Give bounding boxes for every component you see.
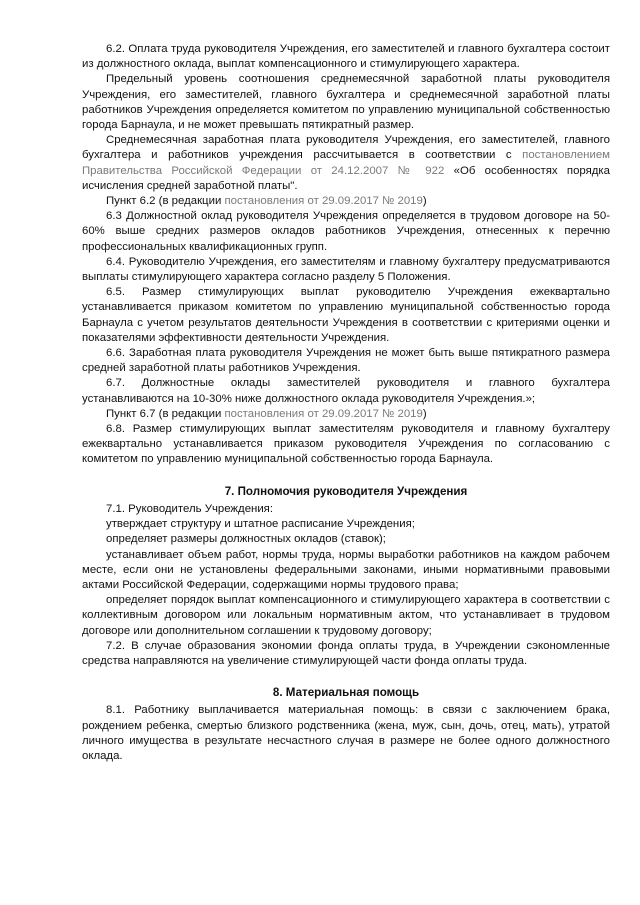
paragraph-6-2-text-end: «Об особенностях порядка исчисления средней заработной платы". [82, 164, 610, 192]
section-8-heading: 8. Материальная помощь [272, 686, 420, 700]
paragraph-7-2: 7.2. В случае образования экономии фонда оплаты труда, в Учреждении сэкономленные средства направляются на увеличение стимулирующей части фонда оплаты труда. [82, 639, 610, 667]
amendment-note-6-7-start: Пункт 6.7 (в редакции [106, 407, 225, 420]
amendment-note-6-2 [82, 194, 610, 209]
amendment-note-6-2-end: ) [422, 195, 427, 208]
government-decree-link[interactable]: постановлением Правительства Российской Федерации от 24.12.2007 № 922 [82, 149, 610, 177]
paragraph-6-2-text-start: Среднемесячная заработная плата руководителя Учреждения, его заместителей, главного бухгалтера и работников учреждения рассчитывается в соответствии с [82, 134, 610, 162]
list-item: определяет размеры должностных окладов (ставок); [106, 533, 386, 546]
paragraph-6-5: 6.5. Размер стимулирующих выплат руководителю Учреждения ежеквартально устанавливается приказом комитетом по управлению муниципальной собственностью города Барнаула с учетом результатов деятельности Учреждения в соответствии с критериями оценки и показателями эффективности деятельности Учреждения. [82, 286, 610, 344]
paragraph-7-1: 7.1. Руководитель Учреждения: [106, 502, 274, 515]
paragraph-6-3: 6.3 Должностной оклад руководителя Учреждения определяется в трудовом договоре на 50-60% выше средних размеров окладов работников Учреждения, отнесенных к перечню профессиональных квалификационных групп. [82, 210, 610, 253]
list-item: утверждает структуру и штатное расписание Учреждения; [106, 518, 415, 531]
list-item: определяет порядок выплат компенсационного и стимулирующего характера в соответствии с коллективным договором или локальным нормативным актом, что устанавливает в трудовом договоре или дополнительном соглашении к трудовому договору; [82, 594, 610, 637]
paragraph-8-1: 8.1. Работнику выплачивается материальная помощь: в связи с заключением брака, рождением ребенка, смертью близкого родственника (жена, муж, сын, дочь, отец, мать), утратой личного имущества в результате несчастного случая в размере не более одного должностного оклада. [82, 704, 610, 762]
paragraph-6-2-ratio: Предельный уровень соотношения среднемесячной заработной платы руководителя Учреждения, его заместителей, главного бухгалтера и среднемесячной заработной платы работников Учреждения определяется комитетом по управлению муниципальной собственностью города Барнаула, и не может превышать пятикратный размер. [82, 73, 610, 132]
paragraph-6-2-average-salary [82, 133, 610, 194]
amendment-note-6-7 [82, 407, 610, 422]
section-7-heading: 7. Полномочия руководителя Учреждения [224, 484, 468, 498]
amendment-6-2-link[interactable]: постановления от 29.09.2017 № 2019 [224, 195, 423, 208]
document-page [82, 42, 610, 764]
paragraph-6-2: 6.2. Оплата труда руководителя Учреждения, его заместителей и главного бухгалтера состоит из должностного оклада, выплат компенсационного и стимулирующего характера. [82, 43, 610, 71]
paragraph-6-4: 6.4. Руководителю Учреждения, его заместителям и главному бухгалтеру предусматриваются выплаты стимулирующего характера согласно разделу 5 Положения. [82, 255, 610, 284]
amendment-note-6-2-start: Пункт 6.2 (в редакции [106, 195, 225, 208]
amendment-6-7-link[interactable]: постановления от 29.09.2017 № 2019 [224, 407, 423, 420]
paragraph-6-8: 6.8. Размер стимулирующих выплат заместителям руководителя и главному бухгалтеру ежеквартально устанавливается приказом руководителя Учреждения по согласованию с комитетом по управлению муниципальной собственностью города Барнаула. [82, 423, 610, 466]
list-item: устанавливает объем работ, нормы труда, нормы выработки работников на каждом рабочем месте, если они не установлены федеральными законами, иными нормативными правовыми актами Российской Федерации, содержащими нормы трудового права; [82, 548, 610, 591]
paragraph-6-7: 6.7. Должностные оклады заместителей руководителя и главного бухгалтера устанавливаются на 10-30% ниже должностного оклада руководителя Учреждения.»; [82, 377, 610, 405]
paragraph-6-6: 6.6. Заработная плата руководителя Учреждения не может быть выше пятикратного размера средней заработной платы работников Учреждения. [82, 347, 610, 375]
amendment-note-6-7-end: ) [422, 407, 427, 420]
